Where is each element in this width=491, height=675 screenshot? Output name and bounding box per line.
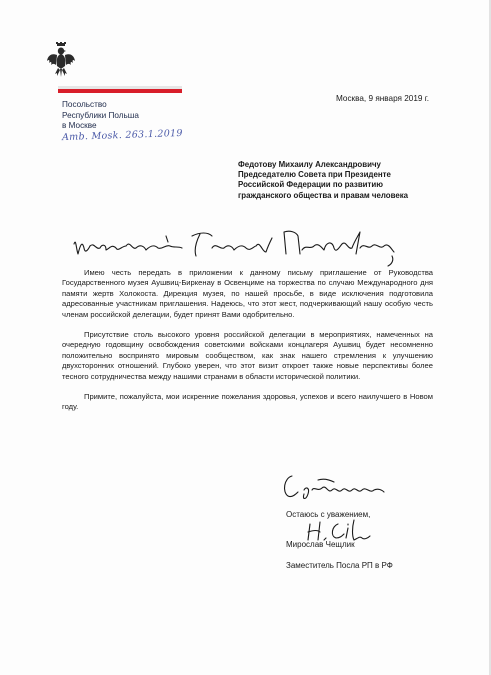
recipient-line: Председателю Совета при Президенте <box>238 170 391 180</box>
recipient-line: гражданского общества и правам человека <box>238 190 409 200</box>
sender-line: в Москве <box>62 121 97 130</box>
sender-line: Республики Польша <box>62 110 139 120</box>
handwritten-closing <box>278 470 388 504</box>
letter-body <box>62 268 433 423</box>
place-date: Москва, 9 января 2019 г. <box>335 94 429 103</box>
recipient-block <box>238 160 438 201</box>
flag-stripe-red <box>58 89 182 93</box>
body-paragraph: Имею честь передать в приложении к данному письму приглашение от Руководства Государственного музея Аушвиц-Биркенау в Освенциме на торжества по случаю Международного дня памяти жертв Холокоста. Дирекция музея, по нашей просьбе, в виде исключения подготовила адресованные участникам приглашения. Надеюсь, что этот жест, подчеркивающий нашу особую честь членам российской делегации, будет принят Вами одобрительно. <box>62 268 433 319</box>
polish-eagle-emblem-icon <box>46 42 76 78</box>
body-paragraph: Примите, пожалуйста, мои искренние пожелания здоровья, успехов и всего наилучшего в Новом году. <box>62 392 433 412</box>
handwritten-salutation <box>70 224 400 270</box>
closing-text: Остаюсь с уважением, <box>286 510 371 519</box>
recipient-line: Российской Федерации по развитию <box>238 180 383 190</box>
body-paragraph: Присутствие столь высокого уровня российской делегации в мероприятиях, намеченных на очередную годовщину освобождения советскими войсками концлагеря Аушвиц будет несомненно положительно воспринято мировым сообществом, как знак нашего стремления к улучшению двухсторонних отношений. Глубоко уверен, что этот визит откроет также новые перспективы более тесного сотрудничества между нашими странами в области исторической политики. <box>62 330 433 381</box>
recipient-line: Федотову Михаилу Александровичу <box>238 160 381 169</box>
signer-title: Заместитель Посла РП в РФ <box>286 561 393 570</box>
sender-block <box>62 100 139 132</box>
signer-name: Мирослав Чещлик <box>286 540 355 549</box>
reference-stamp: Amb. Mosk. 263.1.2019 <box>61 127 183 144</box>
sender-line: Посольство <box>62 100 107 109</box>
